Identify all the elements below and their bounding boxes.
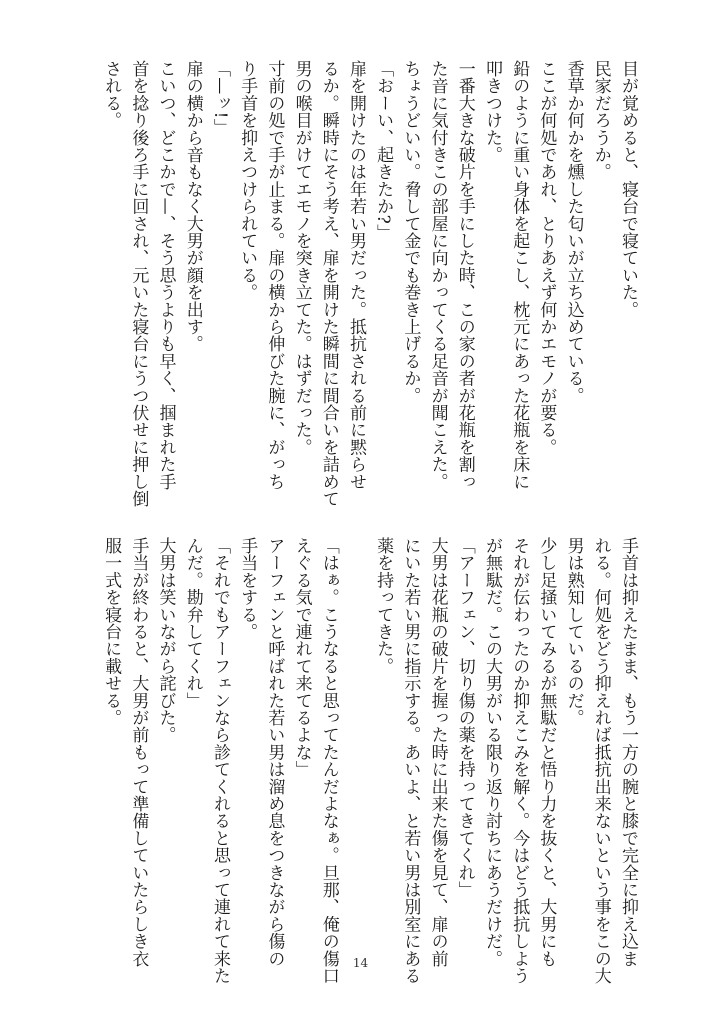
text-line: ここが何処であれ、とりあえず何かエモノが要る。: [536, 60, 557, 456]
text-line: こいつ、どこかで—、そう思うよりも早く、掴まれた手: [155, 60, 176, 490]
text-line: アーフェンと呼ばれた若い男は溜め息をつきながら傷の: [264, 537, 285, 967]
text-line: 民家だろうか。: [590, 60, 611, 181]
text-line: 目が覚めると、寝台で寝ていた。: [618, 60, 638, 318]
text-line: れる。何処をどう抑えれば抵抗出来ないという事をこの大: [590, 537, 611, 985]
text-line: 大男は笑いながら詫びた。: [155, 537, 176, 744]
text-line: にいた若い男に指示する。あいよ、と若い男は別室にある: [400, 537, 421, 985]
text-line: 手首は抑えたまま、もう一方の腕と膝で完全に抑え込ま: [618, 537, 638, 967]
text-line: 服一式を寝台に載せる。: [101, 537, 122, 727]
text-line: 「—ッ!」: [209, 60, 230, 136]
text-line: 「おーい、起きたか?」: [373, 60, 394, 242]
text-line: ちょうどいい。脅して金でも巻き上げるか。: [400, 60, 421, 404]
text-line: 男は熟知しているのだ。: [563, 537, 584, 727]
text-line: [342, 537, 369, 937]
page-number: 14: [352, 956, 369, 970]
text-line: 首を捻り後ろ手に回され、元いた寝台にうつ伏せに押し倒: [128, 60, 149, 508]
text-line: 「はぁ。こうなると思ってたんだよなぁ。旦那、俺の傷口: [318, 537, 339, 985]
text-line: 男の喉目がけてエモノを突き立てた。はずだった。: [291, 60, 312, 456]
text-line: 鉛のように重い身体を起こし、枕元にあった花瓶を床に: [509, 60, 530, 490]
text-line: される。: [101, 60, 122, 129]
text-line: るか。瞬時にそう考え、扉を開けた瞬間に間合いを詰めて: [318, 60, 339, 508]
text-line: り手首を抑えつけられている。: [237, 60, 258, 301]
text-line: 一番大きな破片を手にした時、この家の者が花瓶を割っ: [454, 60, 475, 490]
text-line: 叩きつけた。: [481, 60, 502, 164]
upper-text-block: [101, 60, 641, 508]
text-line: それが伝わったのか抑えこみを解く。今はどう抵抗しよう: [509, 537, 530, 985]
text-line: 「それでもアーフェンなら診てくれると思って連れて来た: [209, 537, 230, 985]
text-line: た音に気付きこの部屋に向かってくる足音が聞こえた。: [427, 60, 448, 490]
text-line: 「アーフェン、切り傷の薬を持ってきてくれ」: [454, 537, 475, 899]
text-line: 少し足掻いてみるが無駄だと悟り力を抜くと、大男にも: [536, 537, 557, 967]
text-line: 手当をする。: [237, 537, 258, 641]
text-line: 大男は花瓶の破片を握った時に出来た傷を見て、扉の前: [427, 537, 448, 967]
text-line: んだ。勘弁してくれ」: [182, 537, 203, 709]
text-line: 扉の横から音もなく大男が顔を出す。: [182, 60, 203, 353]
text-line: 扉を開けたのは年若い男だった。抵抗される前に黙らせ: [345, 60, 366, 490]
text-line: 手当が終わると、大男が前もって準備していたらしき衣: [128, 537, 149, 967]
text-line: えぐる気で連れて来てるよな」: [291, 537, 312, 778]
text-line: 香草か何かを燻した匂いが立ち込めている。: [563, 60, 584, 404]
text-line: 寸前の処で手が止まる。扉の横から伸びた腕に、がっち: [264, 60, 285, 490]
text-line: 薬を持ってきた。: [373, 537, 394, 675]
text-line: が無駄だ。この大男がいる限り返り討ちにあうだけだ。: [481, 537, 502, 967]
